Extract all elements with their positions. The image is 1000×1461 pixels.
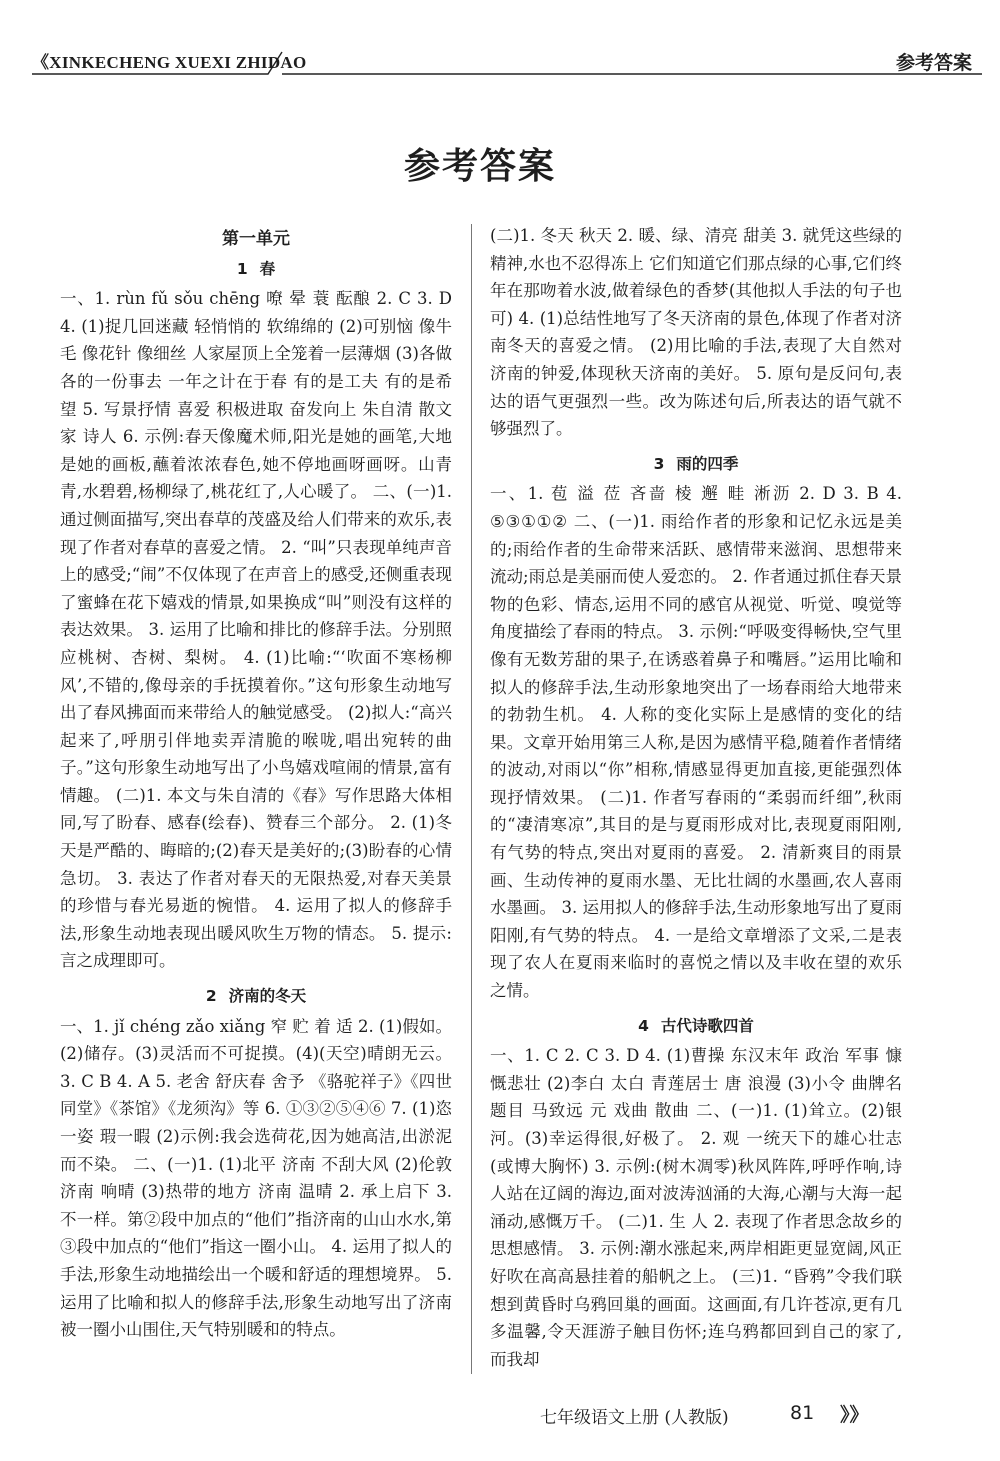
- section-name: 春: [259, 259, 276, 278]
- section-number: 3: [653, 454, 665, 473]
- page-header: [32, 42, 982, 82]
- right-column: [490, 222, 902, 1373]
- section-2-answers: 一、1. jǐ chéng zǎo xiǎng 窄 贮 着 适 2. (1)假如。(2)储存。(3)灵活而不可捉摸。(4)(天空)晴朗无云。 3. C B 4. A 5. 老舍 舒庆春 舍予 《骆驼祥子》《四世同堂》《茶馆》《龙须沟》等 6. ①③②⑤④⑥ 7. (1)恣一姿 瑕一暇 (2)示例:我会选荷花,因为她高洁,出淤泥而不染。 二、(一)1. (1)北平 济南 不刮大风 (2)伦敦 济南 响晴 (3)热带的地方 济南 温晴 2. 承上启下 3. 不一样。第②段中加点的“他们”指济南的山山水水,第③段中加点的“他们”指这一圈小山。 4. 运用了拟人的手法,形象生动地描绘出一个暖和舒适的理想境界。 5. 运用了比喻和拟人的修辞手法,形象生动地写出了济南被一圈小山围住,天气特别暖和的特点。: [60, 1016, 452, 1340]
- header-section-title: 参考答案: [895, 52, 972, 74]
- section-number: 2: [205, 987, 217, 1006]
- section-4-answers: 一、1. C 2. C 3. D 4. (1)曹操 东汉末年 政治 军事 慷慨悲壮 (2)李白 太白 青莲居士 唐 浪漫 (3)小令 曲牌名 题目 马致远 元 戏曲 散曲 二、(一)1. (1)耸立。(2)银河。(3)幸运得很,好极了。 2. 观 一统天下的雄心壮志(或博大胸怀) 3. 示例:(树木凋零)秋风阵阵,呼呼作响,诗人站在辽阔的海边,面对波涛汹涌的大海,心潮与大海一起涌动,感慨万千。 (二)1. 生 人 2. 表现了作者思念故乡的思想感情。 3. 示例:潮水涨起来,两岸相距更显宽阔,风正好吹在高高悬挂着的船帆之上。 (三)1. “昏鸦”令我们联想到黄昏时乌鸦回巢的画面。这画面,有几许苍凉,更有几多温馨,令天涯游子触目伤怀;连乌鸦都回到自己的家了,而我却: [490, 1046, 902, 1369]
- book-title: 七年级语文上册 (人教版): [540, 1408, 729, 1428]
- left-column: [60, 222, 452, 1344]
- section-name: 古代诗歌四首: [660, 1016, 754, 1035]
- column-divider: [471, 224, 472, 1374]
- unit-heading: 第一单元: [222, 229, 290, 249]
- section-heading-4: [490, 1013, 902, 1041]
- page-number: 81: [790, 1402, 815, 1424]
- section-name: 济南的冬天: [228, 987, 307, 1006]
- section-1-answers: 一、1. rùn fǔ sǒu chēng 嘹 晕 蓑 酝酿 2. C 3. D 4. (1)捉几回迷藏 轻悄悄的 软绵绵的 (2)可别恼 像牛毛 像花针 像细丝 人家屋顶上全笼着一层薄烟 (3)各做各的一份事去 一年之计在于春 有的是工夫 有的是希望 5. 写景抒情 喜爱 积极进取 奋发向上 朱自清 散文家 诗人 6. 示例:春天像魔术师,阳光是她的画笔,大地是她的画板,蘸着浓浓春色,她不停地画呀画呀。山青青,水碧碧,杨柳绿了,桃花红了,人心暖了。 二、(一)1. 通过侧面描写,突出春草的茂盛及给人们带来的欢乐,表现了作者对春草的喜爱之情。 2. “叫”只表现单纯声音上的感受;“闹”不仅体现了在声音上的感受,还侧重表现了蜜蜂在花下嬉戏的情景,如果换成“叫”则没有这样的表达效果。 3. 运用了比喻和排比的修辞手法。分别照应桃树、杏树、梨树。 4. (1)比喻:“‘吹面不寒杨柳风’,不错的,像母亲的手抚摸着你。”这句形象生动地写出了春风拂面而来带给人的触觉感受。 (2)拟人:“高兴起来了,呼朋引伴地卖弄清脆的喉咙,唱出宛转的曲子。”这句形象生动地写出了小鸟嬉戏喧闹的情景,富有情趣。 (二)1. 本文与朱自清的《春》写作思路大体相同,写了盼春、感春(绘春)、赞春三个部分。 2. (1)冬天是严酷的、晦暗的;(2)春天是美好的;(3)盼春的心情急切。 3. 表达了作者对春天的无限热爱,对春天美景的珍惜与春光易逝的惋惜。 4. 运用了拟人的修辞手法,形象生动地表现出暖风吹生万物的情态。 5. 提示:言之成理即可。: [60, 289, 452, 971]
- page-title: 参考答案: [403, 146, 556, 187]
- section-heading-1: [60, 256, 452, 284]
- section-3-answers: 一、1. 苞 溢 莅 吝啬 棱 邂 畦 淅沥 2. D 3. B 4. ⑤③①①② 二、(一)1. 雨给作者的形象和记忆永远是美的;雨给作者的生命带来活跃、感情带来滋润、思想带来流动;雨总是美丽而使人爱恋的。 2. 作者通过抓住春天景物的色彩、情态,运用不同的感官从视觉、听觉、嗅觉等角度描绘了春雨的特点。 3. 示例:“呼吸变得畅快,空气里像有无数芳甜的果子,在诱惑着鼻子和嘴唇。”运用比喻和拟人的修辞手法,生动形象地突出了一场春雨给大地带来的勃勃生机。 4. 人称的变化实际上是感情的变化的结果。文章开始用第三人称,是因为感情平稳,随着作者情绪的波动,对雨以“你”相称,情感显得更加直接,更能强烈体现抒情效果。 (二)1. 作者写春雨的“柔弱而纤细”,秋雨的“凄清寒凉”,其目的是与夏雨形成对比,表现夏雨阳刚,有气势的特点,突出对夏雨的喜爱。 2. 清新爽目的雨景画、生动传神的夏雨水墨、无比壮阔的水墨画,农人喜雨水墨画。 3. 运用拟人的修辞手法,生动形象地写出了夏雨阳刚,有气势的特点。 4. 一是给文章增添了文采,二是表现了农人在夏雨来临时的喜悦之情以及丰收在望的欢乐之情。: [490, 484, 902, 1001]
- section-heading-3: [490, 451, 902, 479]
- section-name: 雨的四季: [676, 454, 739, 473]
- section-number: 1: [236, 259, 248, 278]
- section-heading-2: [60, 983, 452, 1011]
- page-footer: [520, 1400, 940, 1430]
- series-title: 《XINKECHENG XUEXI ZHIDAO: [32, 53, 307, 72]
- next-page-arrows-icon: 》》: [840, 1404, 869, 1426]
- section-2-continued: (二)1. 冬天 秋天 2. 暖、绿、清亮 甜美 3. 就凭这些绿的精神,水也不忍得冻上 它们知道它们那点绿的心事,它们终年在那吻着水波,做着绿色的香梦(其他拟人手法的句子也可) 4. (1)总结性地写了冬天济南的景色,体现了作者对济南冬天的喜爱之情。 (2)用比喻的手法,表现了大自然对济南的钟爱,体现秋天济南的美好。 5. 原句是反问句,表达的语气更强烈一些。改为陈述句后,所表达的语气就不够强烈了。: [490, 226, 902, 439]
- section-number: 4: [638, 1016, 649, 1035]
